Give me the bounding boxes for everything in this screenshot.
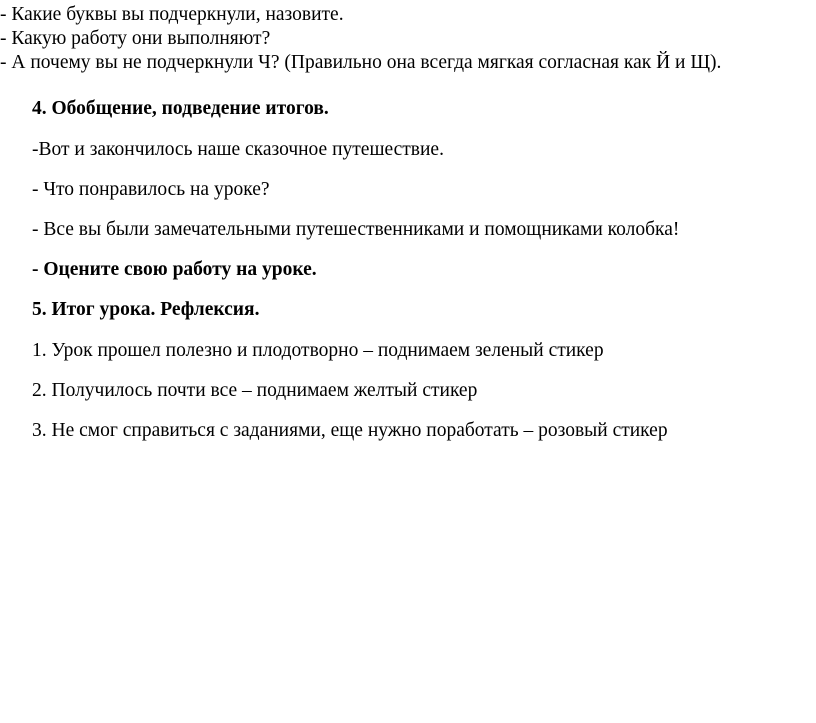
section-4-bold-line: - Оцените свою работу на уроке. bbox=[32, 259, 317, 280]
section-4-heading: 4. Обобщение, подведение итогов. bbox=[32, 98, 329, 119]
section-5-item-1: 1. Урок прошел полезно и плодотворно – поднимаем зеленый стикер bbox=[32, 340, 604, 361]
intro-line-2: - Какую работу они выполняют? bbox=[0, 28, 271, 49]
section-4-line-2: - Что понравилось на уроке? bbox=[32, 179, 270, 200]
section-4-line-3: - Все вы были замечательными путешественниками и помощниками колобка! bbox=[32, 219, 680, 240]
section-5-item-3: 3. Не смог справиться с заданиями, еще нужно поработать – розовый стикер bbox=[32, 420, 668, 441]
intro-line-3: - А почему вы не подчеркнули Ч? (Правильно она всегда мягкая согласная как Й и Щ). bbox=[0, 52, 722, 73]
section-5-heading: 5. Итог урока. Рефлексия. bbox=[32, 299, 260, 320]
section-5-item-2: 2. Получилось почти все – поднимаем желтый стикер bbox=[32, 380, 478, 401]
section-4-line-1: -Вот и закончилось наше сказочное путешествие. bbox=[32, 139, 444, 160]
intro-line-1: - Какие буквы вы подчеркнули, назовите. bbox=[0, 4, 344, 25]
